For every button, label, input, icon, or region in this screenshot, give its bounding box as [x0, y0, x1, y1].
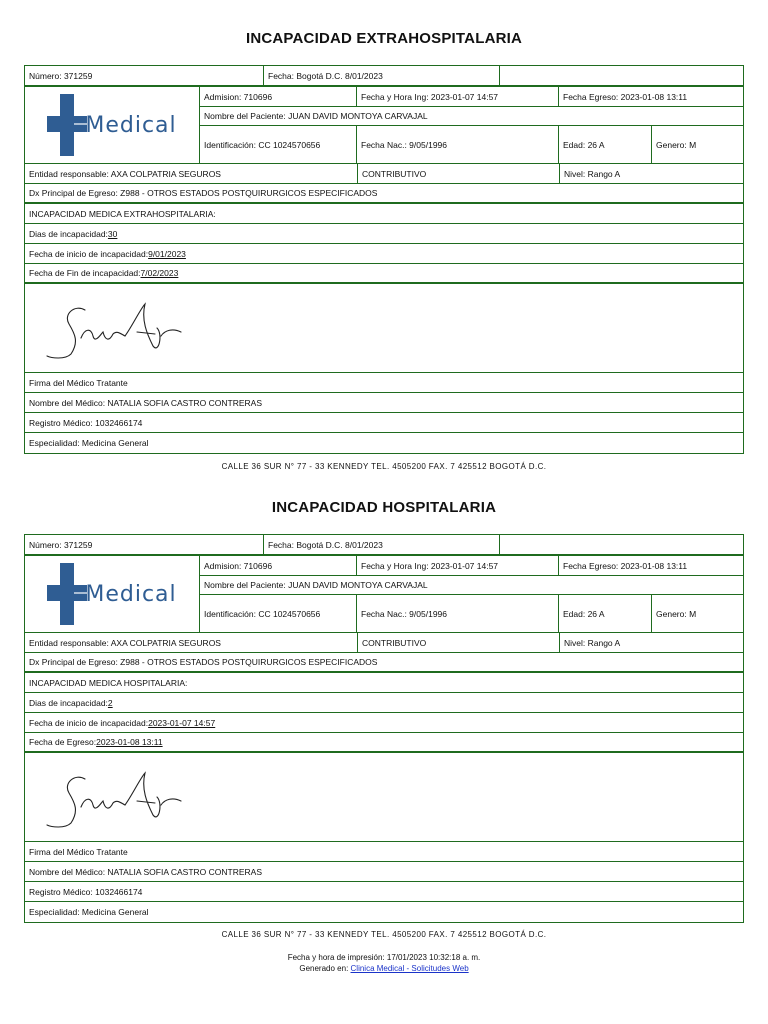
registro-medico: Registro Médico: 1032466174 [29, 886, 143, 897]
signature-area [25, 284, 743, 373]
fecha-egreso: Fecha Egreso: 2023-01-08 13:11 [563, 91, 688, 102]
print-timestamp: Fecha y hora de impresión: 17/01/2023 10:32:18 a. m. [287, 953, 481, 962]
empty-cell [500, 66, 743, 85]
signature [41, 294, 211, 362]
fecha: Fecha: Bogotá D.C. 8/01/2023 [264, 535, 500, 554]
numero: Número: 371259 [25, 535, 264, 554]
diagnostico: Dx Principal de Egreso: Z988 - OTROS ESTADOS POSTQUIRURGICOS ESPECIFICADOS [29, 188, 378, 198]
tipo-incapacidad: INCAPACIDAD MEDICA EXTRAHOSPITALARIA: [29, 208, 216, 219]
fecha-inicio: Fecha de inicio de incapacidad: 9/01/2023 [29, 248, 186, 259]
fecha-nacimiento: Fecha Nac.: 9/05/1996 [357, 126, 559, 163]
nombre-medico: Nombre del Médico: NATALIA SOFIA CASTRO CONTRERAS [29, 397, 263, 408]
signature [41, 763, 211, 831]
nivel: Nivel: Rango A [564, 168, 621, 179]
paciente: Nombre del Paciente: JUAN DAVID MONTOYA CARVAJAL [204, 111, 428, 121]
identificacion: Identificación: CC 1024570656 [200, 595, 357, 632]
edad: Edad: 26 A [559, 126, 652, 163]
dias-incapacidad: Dias de incapacidad: 30 [29, 228, 118, 239]
registro-medico: Registro Médico: 1032466174 [29, 417, 143, 428]
form-title: INCAPACIDAD HOSPITALARIA [271, 499, 497, 516]
generated-link[interactable]: Clinica Medical - Solicitudes Web [350, 964, 469, 973]
entidad-responsable: Entidad responsable: AXA COLPATRIA SEGUROS [25, 633, 358, 652]
fecha-ingreso: Fecha y Hora Ing: 2023-01-07 14:57 [357, 556, 559, 575]
fecha-egreso-hosp: Fecha de Egreso: 2023-01-08 13:11 [29, 737, 163, 747]
genero: Genero: M [656, 608, 697, 619]
tipo-incapacidad: INCAPACIDAD MEDICA HOSPITALARIA: [29, 677, 188, 688]
nivel: Nivel: Rango A [564, 637, 621, 648]
logo [25, 87, 200, 163]
fecha-inicio: Fecha de inicio de incapacidad: 2023-01-07 14:57 [29, 717, 216, 728]
medical-cross-icon [47, 563, 87, 625]
firma-label: Firma del Médico Tratante [29, 377, 128, 388]
numero: Número: 371259 [25, 66, 264, 85]
address: CALLE 36 SUR N° 77 - 33 KENNEDY TEL. 4505200 FAX. 7 425512 BOGOTÁ D.C. [221, 930, 547, 939]
signature-area [25, 753, 743, 842]
address: CALLE 36 SUR N° 77 - 33 KENNEDY TEL. 4505200 FAX. 7 425512 BOGOTÁ D.C. [221, 462, 547, 471]
empty-cell [500, 535, 743, 554]
identificacion: Identificación: CC 1024570656 [200, 126, 357, 163]
regimen: CONTRIBUTIVO [358, 164, 560, 183]
especialidad: Especialidad: Medicina General [29, 907, 149, 917]
genero: Genero: M [656, 139, 697, 150]
regimen: CONTRIBUTIVO [358, 633, 560, 652]
incapacity-form [24, 65, 744, 454]
firma-label: Firma del Médico Tratante [29, 846, 128, 857]
medical-cross-icon [47, 94, 87, 156]
nombre-medico: Nombre del Médico: NATALIA SOFIA CASTRO CONTRERAS [29, 866, 263, 877]
form-title: INCAPACIDAD EXTRAHOSPITALARIA [245, 30, 523, 47]
paciente: Nombre del Paciente: JUAN DAVID MONTOYA CARVAJAL [204, 580, 428, 590]
generated-in: Generado en: Clinica Medical - Solicitudes Web [299, 964, 469, 973]
edad: Edad: 26 A [559, 595, 652, 632]
admision: Admision: 710696 [200, 87, 357, 106]
logo-text: Medical [85, 112, 177, 138]
logo [25, 556, 200, 632]
entidad-responsable: Entidad responsable: AXA COLPATRIA SEGUROS [25, 164, 358, 183]
fecha: Fecha: Bogotá D.C. 8/01/2023 [264, 66, 500, 85]
logo-text: Medical [85, 581, 177, 607]
especialidad: Especialidad: Medicina General [29, 438, 149, 448]
fecha-egreso: Fecha Egreso: 2023-01-08 13:11 [563, 560, 688, 571]
fecha-fin: Fecha de Fin de incapacidad: 7/02/2023 [29, 268, 179, 278]
fecha-nacimiento: Fecha Nac.: 9/05/1996 [357, 595, 559, 632]
diagnostico: Dx Principal de Egreso: Z988 - OTROS ESTADOS POSTQUIRURGICOS ESPECIFICADOS [29, 657, 378, 667]
print-footer [0, 952, 768, 974]
incapacity-form [24, 534, 744, 923]
fecha-ingreso: Fecha y Hora Ing: 2023-01-07 14:57 [357, 87, 559, 106]
admision: Admision: 710696 [200, 556, 357, 575]
dias-incapacidad: Dias de incapacidad: 2 [29, 697, 113, 708]
